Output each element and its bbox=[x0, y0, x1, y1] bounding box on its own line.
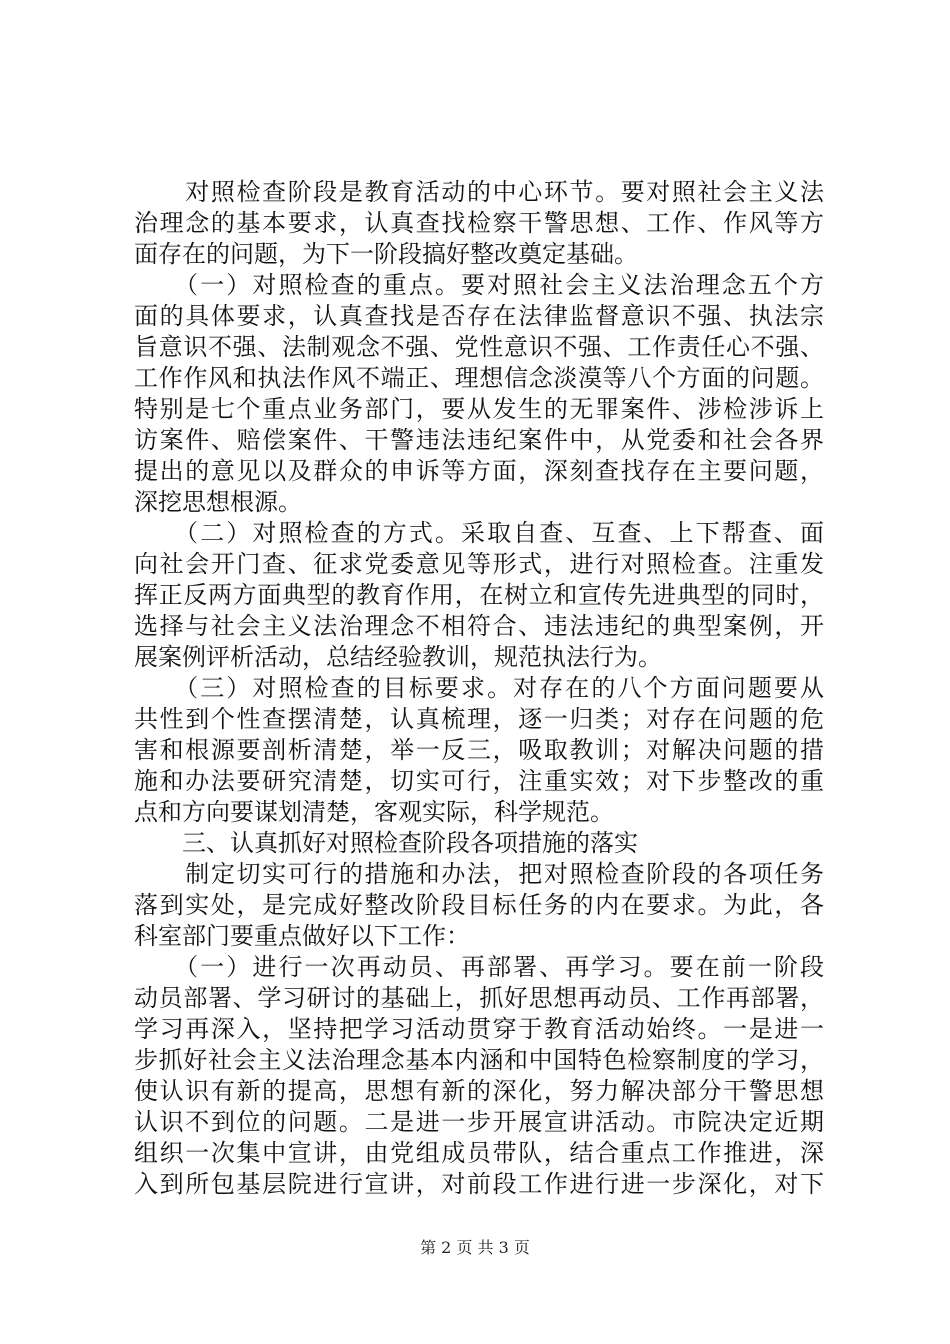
text-line: 落到实处，是完成好整改阶段目标任务的内在要求。为此，各 bbox=[134, 891, 824, 919]
text-line: 共性到个性查摆清楚，认真梳理，逐一归类；对存在问题的危 bbox=[134, 705, 824, 733]
text-line: 三、认真抓好对照检查阶段各项措施的落实 bbox=[134, 829, 638, 857]
text-line: 动员部署、学习研讨的基础上，抓好思想再动员、工作再部署， bbox=[134, 984, 824, 1012]
text-line: 制定切实可行的措施和办法，把对照检查阶段的各项任务 bbox=[134, 860, 824, 888]
text-line: 面的具体要求，认真查找是否存在法律监督意识不强、执法宗 bbox=[134, 302, 824, 330]
text-line: 访案件、赔偿案件、干警违法违纪案件中，从党委和社会各界 bbox=[134, 426, 824, 454]
text-line: 特别是七个重点业务部门，要从发生的无罪案件、涉检涉诉上 bbox=[134, 395, 824, 423]
text-line: 认识不到位的问题。二是进一步开展宣讲活动。市院决定近期 bbox=[134, 1108, 824, 1136]
text-line: （二）对照检查的方式。采取自查、互查、上下帮查、面 bbox=[134, 519, 824, 547]
text-line: 工作作风和执法作风不端正、理想信念淡漠等八个方面的问题。 bbox=[134, 364, 824, 392]
text-line: 使认识有新的提高，思想有新的深化，努力解决部分干警思想 bbox=[134, 1077, 824, 1105]
text-line: 组织一次集中宣讲，由党组成员带队，结合重点工作推进，深 bbox=[134, 1139, 824, 1167]
text-line: （三）对照检查的目标要求。对存在的八个方面问题要从 bbox=[134, 674, 824, 702]
text-line: 提出的意见以及群众的申诉等方面，深刻查找存在主要问题， bbox=[134, 457, 824, 485]
text-line: 选择与社会主义法治理念不相符合、违法违纪的典型案例，开 bbox=[134, 612, 824, 640]
text-line: 向社会开门查、征求党委意见等形式，进行对照检查。注重发 bbox=[134, 550, 824, 578]
text-line: 害和根源要剖析清楚，举一反三，吸取教训；对解决问题的措 bbox=[134, 736, 824, 764]
text-line: 面存在的问题，为下一阶段搞好整改奠定基础。 bbox=[134, 240, 638, 268]
document-body bbox=[134, 177, 824, 1200]
text-line: 治理念的基本要求，认真查找检察干警思想、工作、作风等方 bbox=[134, 209, 824, 237]
page-footer: 第 2 页 共 3 页 bbox=[420, 1238, 530, 1257]
text-line: 科室部门要重点做好以下工作： bbox=[134, 922, 470, 950]
text-line: 入到所包基层院进行宣讲，对前段工作进行进一步深化，对下 bbox=[134, 1170, 824, 1198]
text-line: 展案例评析活动，总结经验教训，规范执法行为。 bbox=[134, 643, 662, 671]
text-line: 步抓好社会主义法治理念基本内涵和中国特色检察制度的学习， bbox=[134, 1046, 824, 1074]
text-line: 施和办法要研究清楚，切实可行，注重实效；对下步整改的重 bbox=[134, 767, 824, 795]
text-line: 学习再深入，坚持把学习活动贯穿于教育活动始终。一是进一 bbox=[134, 1015, 824, 1043]
text-line: 挥正反两方面典型的教育作用，在树立和宣传先进典型的同时， bbox=[134, 581, 824, 609]
text-line: （一）对照检查的重点。要对照社会主义法治理念五个方 bbox=[134, 271, 824, 299]
text-line: 旨意识不强、法制观念不强、党性意识不强、工作责任心不强、 bbox=[134, 333, 824, 361]
text-line: 点和方向要谋划清楚，客观实际，科学规范。 bbox=[134, 798, 614, 826]
text-line: （一）进行一次再动员、再部署、再学习。要在前一阶段 bbox=[134, 953, 824, 981]
text-line: 对照检查阶段是教育活动的中心环节。要对照社会主义法 bbox=[134, 178, 824, 206]
text-line: 深挖思想根源。 bbox=[134, 488, 302, 516]
